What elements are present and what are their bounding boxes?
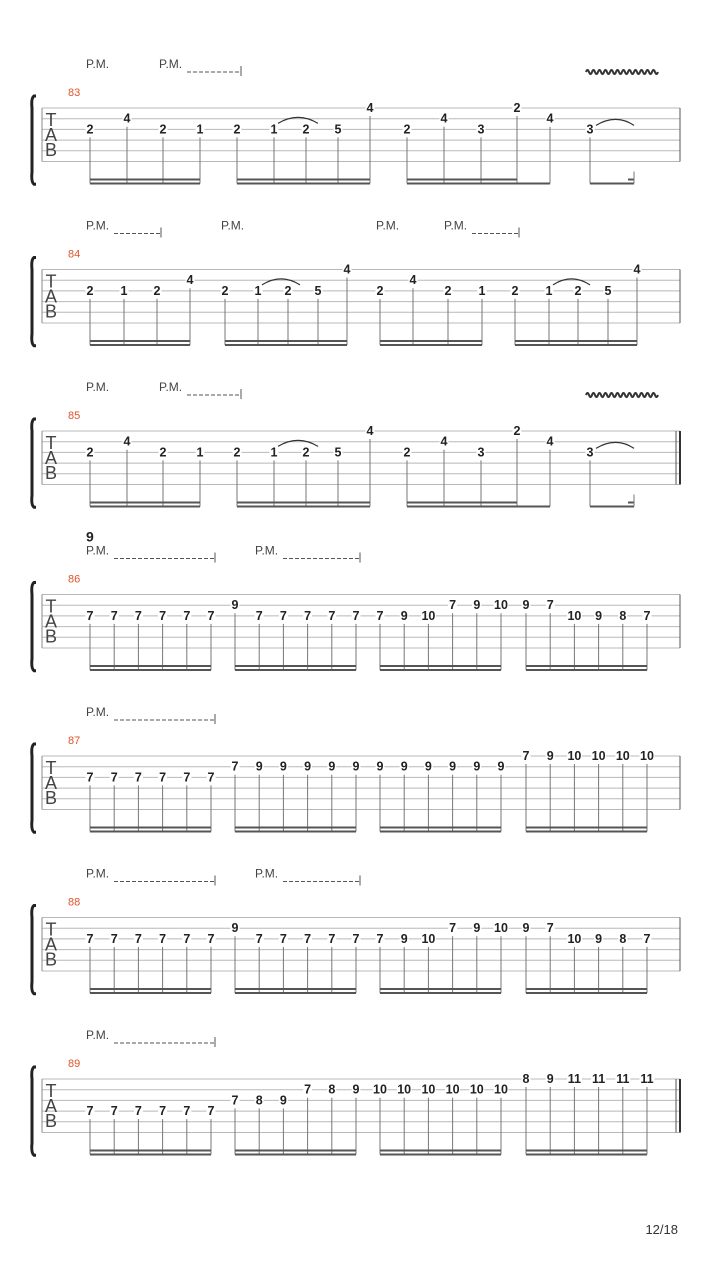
fret-number: 9: [279, 1093, 287, 1108]
fret-number: 2: [444, 283, 452, 298]
fret-number: 9: [473, 598, 481, 613]
fret-number: 7: [183, 770, 191, 785]
system-bracket: [32, 1067, 36, 1155]
fret-number: 11: [616, 1072, 630, 1086]
fret-number: 7: [207, 608, 215, 623]
tab-clef-letter: B: [44, 1111, 58, 1131]
fret-number: 4: [440, 111, 448, 126]
fret-number: 10: [421, 608, 436, 623]
fret-number: 1: [254, 283, 262, 298]
tab-clef-letter: A: [44, 286, 58, 307]
fret-number: 7: [376, 608, 384, 623]
vibrato-mark: [586, 393, 658, 397]
fret-number: 1: [270, 122, 278, 137]
fret-number: 2: [302, 445, 310, 460]
palm-mute-label: P.M.: [159, 57, 183, 71]
fret-number: 4: [409, 273, 417, 288]
fret-number: 7: [183, 608, 191, 623]
fret-number: 7: [86, 770, 94, 785]
fret-number: 8: [255, 1093, 263, 1108]
fret-number: 10: [421, 931, 436, 946]
tab-clef-letter: T: [45, 433, 57, 453]
fret-number: 2: [574, 283, 582, 298]
page-number: 12/18: [645, 1222, 678, 1237]
fret-number: 8: [619, 931, 627, 946]
tab-system-89: [32, 1028, 680, 1155]
palm-mute-label: P.M.: [86, 543, 110, 558]
tab-clef-letter: A: [44, 773, 58, 793]
fret-number: 4: [366, 424, 374, 438]
tab-system-86: [32, 529, 680, 671]
fret-number: 9: [376, 759, 384, 774]
tab-clef-letter: T: [45, 758, 57, 778]
palm-mute-label: P.M.: [86, 380, 110, 394]
fret-number: 7: [110, 608, 118, 623]
fret-number: 2: [284, 283, 292, 298]
beat-group: [221, 263, 352, 346]
fret-number: 10: [494, 921, 508, 936]
fret-number: 3: [586, 122, 594, 137]
measure-number: 85: [68, 410, 81, 422]
fret-number: 7: [546, 921, 554, 936]
tie-arc: [596, 442, 634, 448]
tab-clef-letter: A: [44, 448, 58, 468]
fret-number: 1: [196, 445, 204, 460]
fret-number: 7: [546, 598, 554, 613]
fret-number: 7: [328, 608, 336, 623]
tab-clef-letter: A: [44, 1096, 58, 1116]
fret-number: 9: [473, 921, 481, 936]
fret-number: 11: [640, 1072, 654, 1086]
measure-number: 89: [68, 1058, 81, 1070]
fret-number: 7: [86, 931, 94, 946]
beat-group: [522, 1072, 655, 1155]
fret-number: 11: [567, 1072, 582, 1086]
palm-mute-label: P.M.: [255, 866, 279, 881]
fret-number: 7: [207, 770, 215, 785]
fret-number: 10: [640, 749, 654, 763]
beat-group: [376, 921, 509, 993]
fret-number: 9: [352, 759, 360, 774]
fret-number: 7: [352, 931, 360, 946]
vibrato-mark: [586, 70, 658, 74]
beat-group: [86, 1104, 216, 1154]
fret-number: 3: [586, 445, 594, 460]
beat-group: [86, 112, 205, 184]
fret-number: 8: [619, 608, 627, 623]
fret-number: 2: [86, 283, 94, 298]
section-marker: 9: [86, 528, 94, 545]
fret-number: 7: [207, 1104, 215, 1119]
tab-clef-letter: B: [44, 301, 58, 322]
palm-mute-label: P.M.: [86, 705, 110, 719]
system-bracket: [32, 258, 36, 346]
system-bracket: [32, 583, 36, 671]
fret-number: 3: [477, 122, 485, 137]
fret-number: 9: [328, 759, 336, 774]
fret-number: 2: [403, 122, 411, 137]
tab-clef-letter: B: [44, 626, 58, 647]
fret-number: 10: [494, 1082, 508, 1097]
fret-number: 1: [196, 122, 204, 137]
fret-number: 9: [522, 598, 530, 613]
fret-number: 7: [231, 1093, 239, 1108]
beat-group: [522, 598, 652, 670]
fret-number: 9: [279, 759, 287, 774]
beat-group: [376, 598, 509, 670]
measure-number: 84: [68, 248, 81, 261]
fret-number: 1: [120, 283, 128, 298]
fret-number: 4: [186, 273, 194, 288]
fret-number: 5: [334, 445, 342, 460]
fret-number: 7: [231, 759, 239, 774]
fret-number: 9: [400, 759, 408, 774]
tab-system-83: [32, 57, 680, 184]
beat-group: [231, 598, 361, 670]
fret-number: 5: [334, 122, 342, 137]
system-bracket: [32, 906, 36, 994]
fret-number: 9: [497, 759, 505, 774]
beat-group: [233, 424, 375, 507]
tab-clef-letter: T: [45, 110, 57, 130]
beat-group: [376, 273, 487, 345]
palm-mute-label: P.M.: [86, 57, 110, 71]
fret-number: 7: [304, 931, 312, 946]
tab-clef-letter: A: [44, 611, 58, 632]
fret-number: 4: [633, 262, 641, 277]
beat-group: [231, 921, 361, 993]
palm-mute-label: P.M.: [221, 218, 245, 233]
fret-number: 2: [153, 283, 161, 298]
palm-mute-label: P.M.: [86, 1028, 110, 1042]
measure-number: 86: [68, 573, 81, 586]
fret-number: 2: [376, 283, 384, 298]
fret-number: 9: [546, 1072, 554, 1086]
fret-number: 9: [255, 759, 263, 774]
fret-number: 2: [159, 122, 167, 137]
tab-clef-letter: T: [45, 596, 57, 617]
tab-system-87: [32, 705, 680, 832]
measure-number: 87: [68, 735, 81, 747]
fret-number: 9: [595, 608, 603, 623]
beat-group: [522, 749, 655, 832]
beat-group: [233, 101, 375, 184]
beat-group: [373, 1083, 509, 1155]
fret-number: 9: [231, 598, 239, 613]
fret-number: 7: [449, 921, 457, 936]
beat-group: [511, 263, 642, 346]
fret-number: 2: [233, 445, 241, 460]
fret-number: 11: [591, 1072, 606, 1086]
fret-number: 7: [134, 1104, 142, 1119]
tab-clef-letter: A: [44, 934, 58, 955]
beat-group: [86, 609, 216, 670]
tab-clef-letter: B: [44, 949, 58, 970]
fret-number: 7: [110, 770, 118, 785]
fret-number: 2: [86, 445, 94, 460]
fret-number: 4: [366, 101, 374, 115]
fret-number: 2: [513, 101, 521, 115]
fret-number: 2: [159, 445, 167, 460]
fret-number: 2: [513, 424, 521, 438]
fret-number: 7: [159, 931, 167, 946]
beat-group: [86, 435, 205, 507]
fret-number: 9: [449, 759, 457, 774]
fret-number: 4: [546, 434, 554, 449]
fret-number: 1: [545, 283, 553, 298]
fret-number: 7: [352, 608, 360, 623]
fret-number: 4: [123, 111, 131, 126]
fret-number: 8: [522, 1072, 530, 1086]
beat-group: [86, 273, 195, 345]
fret-number: 10: [373, 1082, 387, 1097]
fret-number: 2: [233, 122, 241, 137]
fret-number: 4: [343, 262, 351, 277]
fret-number: 10: [421, 1082, 436, 1097]
fret-number: 9: [595, 931, 603, 946]
fret-number: 10: [567, 749, 582, 763]
fret-number: 7: [304, 1082, 312, 1097]
fret-number: 2: [511, 283, 519, 298]
fret-number: 7: [134, 931, 142, 946]
palm-mute-label: P.M.: [159, 380, 183, 394]
fret-number: 9: [546, 749, 554, 763]
tab-system-85: [32, 380, 680, 507]
tie-arc: [596, 119, 634, 125]
fret-number: 7: [86, 1104, 94, 1119]
fret-number: 7: [110, 1104, 118, 1119]
measure-number: 83: [68, 87, 81, 99]
fret-number: 2: [403, 445, 411, 460]
fret-number: 9: [424, 759, 432, 774]
beat-group: [522, 921, 652, 993]
fret-number: 7: [86, 608, 94, 623]
fret-number: 7: [159, 1104, 167, 1119]
tab-system-84: [32, 219, 680, 346]
fret-number: 9: [352, 1082, 360, 1097]
fret-number: 5: [314, 283, 322, 298]
fret-number: 10: [494, 598, 508, 613]
fret-number: 7: [255, 931, 263, 946]
palm-mute-label: P.M.: [86, 218, 110, 233]
fret-number: 7: [207, 931, 215, 946]
fret-number: 10: [567, 608, 582, 623]
measure-number: 88: [68, 896, 81, 909]
fret-number: 5: [604, 283, 612, 298]
fret-number: 7: [376, 931, 384, 946]
beat-group: [403, 101, 555, 184]
tab-clef-letter: B: [44, 140, 58, 160]
system-bracket: [32, 419, 36, 507]
fret-number: 7: [159, 770, 167, 785]
fret-number: 9: [473, 759, 481, 774]
fret-number: 7: [279, 931, 287, 946]
tab-clef-letter: T: [45, 919, 57, 940]
fret-number: 2: [221, 283, 229, 298]
fret-number: 4: [546, 111, 554, 126]
tab-clef-letter: T: [45, 1081, 57, 1101]
system-bracket: [32, 744, 36, 832]
tab-system-88: [32, 867, 680, 994]
beat-group: [403, 424, 555, 507]
palm-mute-label: P.M.: [376, 218, 400, 233]
fret-number: 9: [231, 921, 239, 936]
fret-number: 7: [183, 931, 191, 946]
beat-group: [86, 770, 216, 831]
fret-number: 7: [159, 608, 167, 623]
fret-number: 2: [86, 122, 94, 137]
fret-number: 7: [643, 608, 651, 623]
fret-number: 10: [397, 1082, 412, 1097]
system-bracket: [32, 96, 36, 184]
fret-number: 9: [522, 921, 530, 936]
fret-number: 8: [328, 1082, 336, 1097]
fret-number: 9: [400, 608, 408, 623]
fret-number: 4: [123, 434, 131, 449]
beat-group: [376, 760, 506, 832]
fret-number: 7: [643, 931, 651, 946]
fret-number: 7: [328, 931, 336, 946]
palm-mute-label: P.M.: [255, 543, 279, 558]
fret-number: 2: [302, 122, 310, 137]
fret-number: 7: [304, 608, 312, 623]
tab-clef-letter: A: [44, 125, 58, 145]
tab-clef-letter: B: [44, 463, 58, 483]
fret-number: 9: [400, 931, 408, 946]
fret-number: 10: [591, 749, 606, 763]
beat-group: [231, 1083, 361, 1155]
fret-number: 1: [478, 283, 486, 298]
beat-group: [86, 932, 216, 993]
fret-number: 7: [255, 608, 263, 623]
fret-number: 10: [469, 1082, 484, 1097]
palm-mute-label: P.M.: [86, 866, 110, 881]
fret-number: 7: [134, 608, 142, 623]
palm-mute-label: P.M.: [444, 218, 468, 233]
fret-number: 10: [445, 1082, 460, 1097]
fret-number: 4: [440, 434, 448, 449]
fret-number: 10: [615, 749, 630, 763]
fret-number: 7: [134, 770, 142, 785]
fret-number: 7: [522, 749, 530, 763]
fret-number: 9: [304, 759, 312, 774]
fret-number: 3: [477, 445, 485, 460]
fret-number: 7: [110, 931, 118, 946]
fret-number: 7: [449, 598, 457, 613]
fret-number: 10: [567, 931, 582, 946]
fret-number: 7: [279, 608, 287, 623]
beat-group: [231, 760, 361, 832]
tab-clef-letter: B: [44, 788, 58, 808]
fret-number: 7: [183, 1104, 191, 1119]
fret-number: 1: [270, 445, 278, 460]
tab-clef-letter: T: [45, 271, 57, 292]
